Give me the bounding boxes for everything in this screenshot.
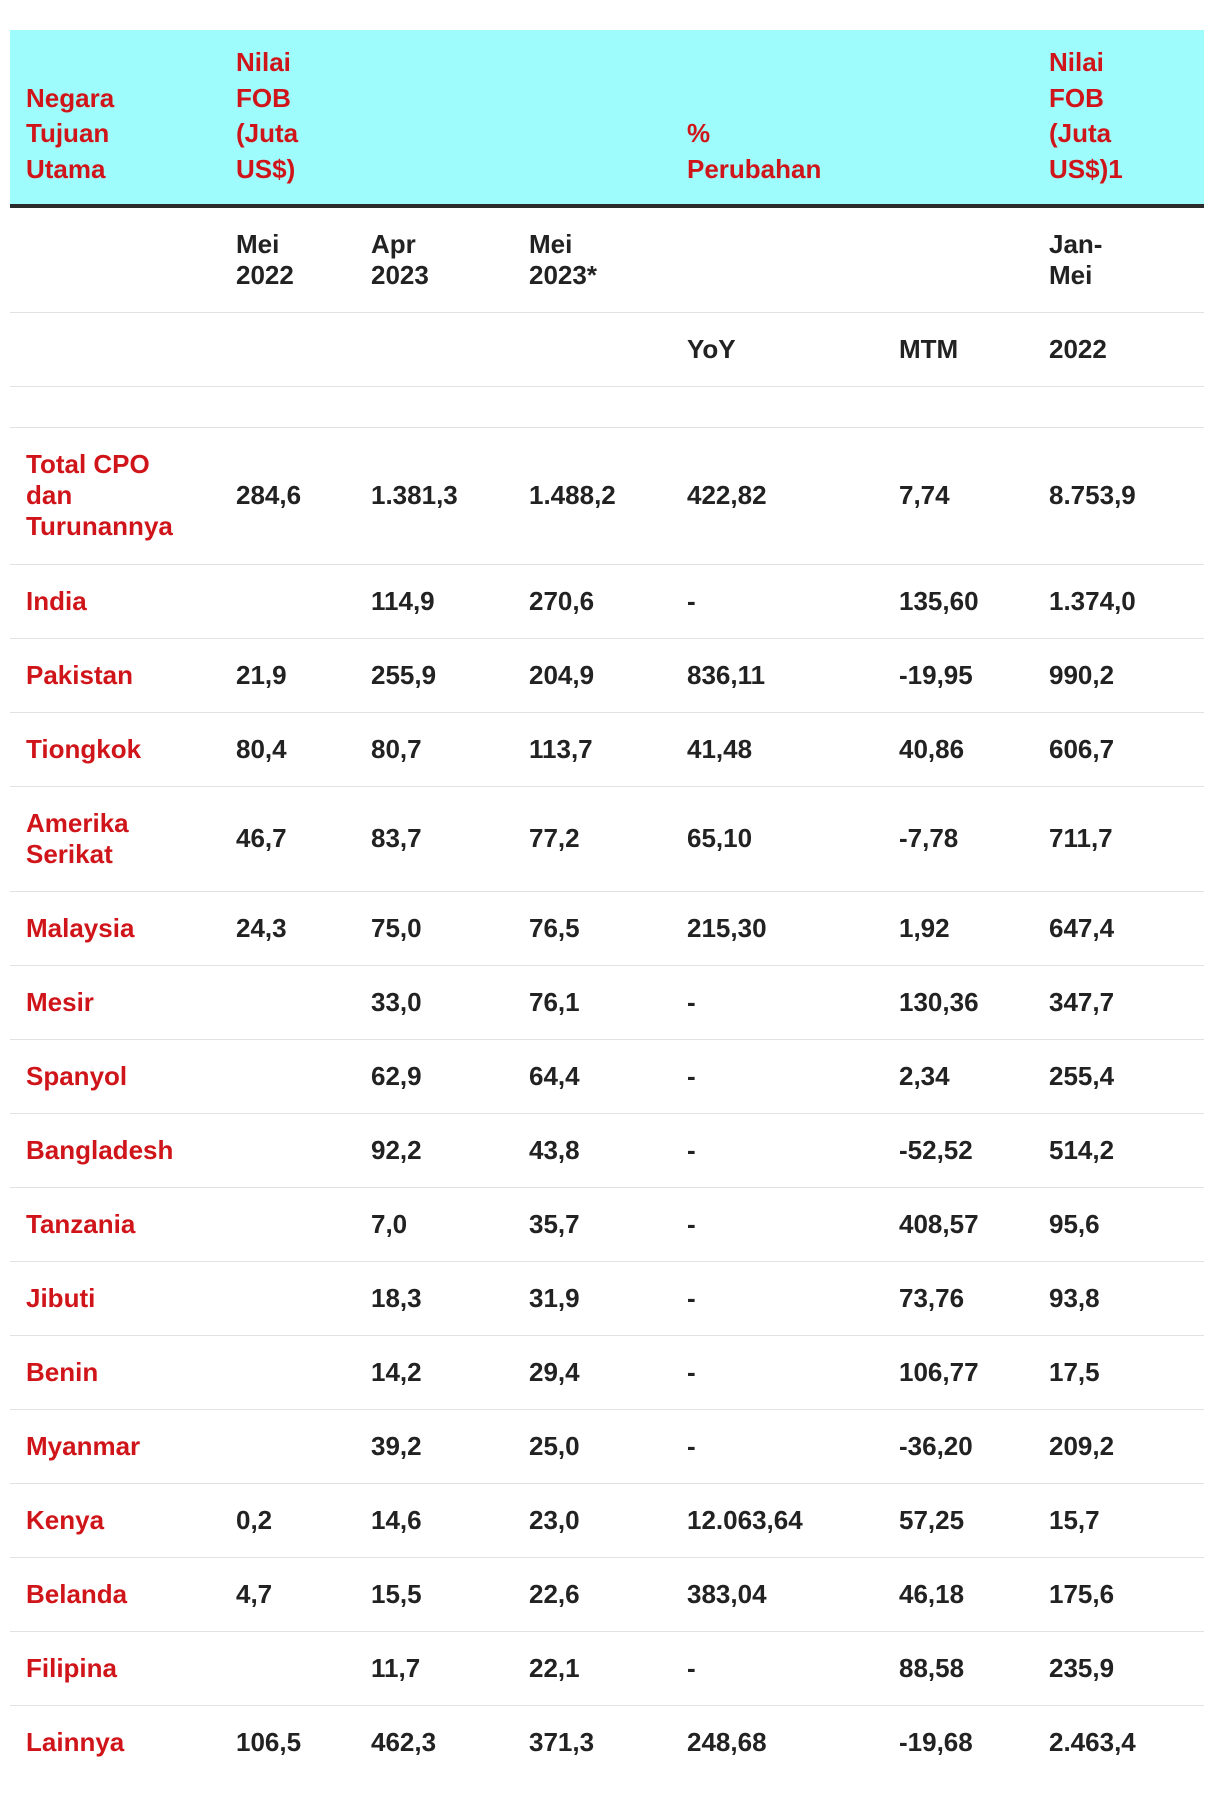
cell-yoy: -: [671, 1113, 883, 1187]
cell-mei2023: 25,0: [513, 1409, 671, 1483]
cell-mtm: 57,25: [883, 1483, 1033, 1557]
cell-mtm: 2,34: [883, 1039, 1033, 1113]
cell-mei2022: [220, 965, 355, 1039]
cell-country: [10, 638, 220, 712]
cell-mei2023: 35,7: [513, 1187, 671, 1261]
cell-country: [10, 1113, 220, 1187]
cell-mei2022: 0,2: [220, 1483, 355, 1557]
cell-apr2023: 39,2: [355, 1409, 513, 1483]
table-row: [10, 712, 1204, 786]
cell-yoy: 422,82: [671, 427, 883, 564]
cell-yoy: 383,04: [671, 1557, 883, 1631]
cell-yoy: 836,11: [671, 638, 883, 712]
cell-ytd2022: 647,4: [1033, 891, 1204, 965]
table-row: [10, 427, 1204, 564]
cell-mtm: 106,77: [883, 1335, 1033, 1409]
table-row: [10, 1631, 1204, 1705]
cell-country: [10, 1261, 220, 1335]
table-header-row: [10, 30, 1204, 206]
cell-mei2022: [220, 1335, 355, 1409]
cell-ytd2022: 235,9: [1033, 1631, 1204, 1705]
cell-country: [10, 1631, 220, 1705]
cell-ytd2022: 990,2: [1033, 638, 1204, 712]
cell-mtm: 73,76: [883, 1261, 1033, 1335]
cell-mtm: 40,86: [883, 712, 1033, 786]
header-fob-ytd-label: Nilai FOB (Juta US$)1: [1049, 47, 1123, 184]
table-row: [10, 1409, 1204, 1483]
cell-mei2022: [220, 1261, 355, 1335]
country-name: Jibuti: [26, 1282, 96, 1313]
cell-country: [10, 786, 220, 891]
header-change: [671, 30, 883, 206]
cell-yoy: -: [671, 1187, 883, 1261]
header-empty-3: [883, 30, 1033, 206]
subheader-year-2022: 2022: [1033, 312, 1204, 386]
country-name: Lainnya: [26, 1726, 125, 1757]
table-row: [10, 786, 1204, 891]
spacer-cell: [10, 386, 1204, 427]
cell-country: [10, 1705, 220, 1779]
cell-mei2023: 29,4: [513, 1335, 671, 1409]
subheader-metric-row: [10, 312, 1204, 386]
cell-mtm: 7,74: [883, 427, 1033, 564]
header-change-label: % Perubahan: [687, 118, 822, 184]
country-name: Spanyol: [26, 1060, 128, 1091]
cell-country: [10, 891, 220, 965]
cell-country: [10, 1187, 220, 1261]
subheader-mei-2022: Mei 2022: [236, 228, 294, 290]
cell-apr2023: 75,0: [355, 891, 513, 965]
cell-apr2023: 14,2: [355, 1335, 513, 1409]
cell-mtm: 46,18: [883, 1557, 1033, 1631]
cell-ytd2022: 514,2: [1033, 1113, 1204, 1187]
cell-ytd2022: 1.374,0: [1033, 564, 1204, 638]
table-row: [10, 638, 1204, 712]
cell-apr2023: 255,9: [355, 638, 513, 712]
cell-mei2023: 270,6: [513, 564, 671, 638]
table-row: [10, 1113, 1204, 1187]
cell-mei2023: 371,3: [529, 1726, 595, 1757]
cell-apr2023: 1.381,3: [355, 427, 513, 564]
cell-mei2023: 204,9: [513, 638, 671, 712]
cell-apr2023: 62,9: [355, 1039, 513, 1113]
cell-mtm: 408,57: [883, 1187, 1033, 1261]
cell-ytd2022: 93,8: [1033, 1261, 1204, 1335]
country-name: Myanmar: [26, 1430, 141, 1461]
country-name: Malaysia: [26, 912, 135, 943]
country-name: Total CPO dan Turunannya: [26, 449, 173, 541]
header-empty-1: [355, 30, 513, 206]
cell-ytd2022: 2.463,4: [1049, 1726, 1136, 1757]
spacer-row: [10, 386, 1204, 427]
cell-apr2023: 92,2: [355, 1113, 513, 1187]
cell-mei2023: 77,2: [513, 786, 671, 891]
table-row: [10, 1557, 1204, 1631]
cell-yoy: 215,30: [671, 891, 883, 965]
table-row: [10, 1705, 1204, 1779]
header-country-label: Negara Tujuan Utama: [26, 82, 115, 184]
subheader-mtm: MTM: [883, 312, 1033, 386]
table-row: [10, 965, 1204, 1039]
cell-yoy: 248,68: [687, 1726, 767, 1757]
cell-mei2022: 24,3: [220, 891, 355, 965]
cell-mtm: -36,20: [883, 1409, 1033, 1483]
cell-mei2023: 76,5: [513, 891, 671, 965]
cell-mtm: -7,78: [883, 786, 1033, 891]
cell-yoy: 65,10: [671, 786, 883, 891]
country-name: Bangladesh: [26, 1134, 174, 1165]
cell-yoy: -: [671, 1631, 883, 1705]
cell-mei2022: 4,7: [220, 1557, 355, 1631]
country-name: Amerika Serikat: [26, 807, 129, 869]
header-empty-2: [513, 30, 671, 206]
cell-mei2023: 1.488,2: [513, 427, 671, 564]
cell-apr2023: 11,7: [355, 1631, 513, 1705]
subheader-mei-2023: Mei 2023*: [529, 228, 597, 290]
cell-ytd2022: 17,5: [1033, 1335, 1204, 1409]
cell-country: [10, 965, 220, 1039]
subheader-jan-mei: Jan- Mei: [1049, 228, 1103, 290]
subheader-cell: [883, 206, 1033, 312]
country-name: Filipina: [26, 1652, 117, 1683]
cell-mei2022: 106,5: [236, 1726, 302, 1757]
cell-ytd2022: 711,7: [1033, 786, 1204, 891]
cell-mei2023: 22,1: [513, 1631, 671, 1705]
cell-mtm: 130,36: [883, 965, 1033, 1039]
subheader-cell: [513, 206, 671, 312]
header-fob: [220, 30, 355, 206]
cell-mei2022: [220, 1631, 355, 1705]
cell-ytd2022: 209,2: [1033, 1409, 1204, 1483]
country-name: Benin: [26, 1356, 99, 1387]
subheader-cell: [10, 206, 220, 312]
table-row: [10, 1483, 1204, 1557]
cell-apr2023: 80,7: [355, 712, 513, 786]
cell-apr2023: 18,3: [355, 1261, 513, 1335]
subheader-cell: [355, 206, 513, 312]
subheader-period-row: [10, 206, 1204, 312]
subheader-cell: [10, 312, 220, 386]
table-row: [10, 1335, 1204, 1409]
export-destination-table: [10, 30, 1204, 1779]
cell-mei2022: 46,7: [220, 786, 355, 891]
cell-mtm: -19,95: [883, 638, 1033, 712]
subheader-cell: [513, 312, 671, 386]
cell-mei2022: [220, 1409, 355, 1483]
export-table-container: [10, 30, 1204, 1779]
cell-country: [10, 1039, 220, 1113]
cell-apr2023: 33,0: [355, 965, 513, 1039]
subheader-apr-2023: Apr 2023: [371, 228, 429, 290]
cell-yoy: -: [671, 1409, 883, 1483]
cell-ytd2022: 175,6: [1033, 1557, 1204, 1631]
cell-apr2023: 15,5: [355, 1557, 513, 1631]
cell-apr2023: 114,9: [355, 564, 513, 638]
cell-mei2023: 22,6: [513, 1557, 671, 1631]
country-name: Belanda: [26, 1578, 128, 1609]
cell-country: [10, 1409, 220, 1483]
cell-yoy: 12.063,64: [671, 1483, 883, 1557]
country-name: Tanzania: [26, 1208, 136, 1239]
cell-mtm: -52,52: [883, 1113, 1033, 1187]
cell-country: [10, 427, 220, 564]
cell-mei2022: 80,4: [220, 712, 355, 786]
cell-ytd2022: 15,7: [1033, 1483, 1204, 1557]
cell-yoy: -: [671, 564, 883, 638]
cell-mei2022: [220, 1113, 355, 1187]
subheader-cell: [1033, 206, 1204, 312]
cell-mei2023: 76,1: [513, 965, 671, 1039]
cell-ytd2022: 95,6: [1033, 1187, 1204, 1261]
subheader-cell: [671, 206, 883, 312]
cell-ytd2022: 606,7: [1033, 712, 1204, 786]
cell-mtm: -19,68: [899, 1726, 973, 1757]
cell-country: [10, 564, 220, 638]
cell-mei2022: 284,6: [220, 427, 355, 564]
cell-mei2023: 31,9: [513, 1261, 671, 1335]
cell-mei2022: [220, 564, 355, 638]
subheader-cell: [220, 312, 355, 386]
cell-country: [10, 1483, 220, 1557]
cell-ytd2022: 8.753,9: [1033, 427, 1204, 564]
cell-mei2022: [220, 1039, 355, 1113]
cell-mei2023: 113,7: [513, 712, 671, 786]
cell-country: [10, 1557, 220, 1631]
cell-apr2023: 83,7: [355, 786, 513, 891]
country-name: Pakistan: [26, 659, 133, 690]
cell-ytd2022: 347,7: [1033, 965, 1204, 1039]
subheader-cell: [355, 312, 513, 386]
cell-apr2023: 7,0: [355, 1187, 513, 1261]
header-fob-label: Nilai FOB (Juta US$): [236, 47, 299, 184]
country-name: Mesir: [26, 986, 94, 1017]
cell-yoy: -: [671, 1261, 883, 1335]
country-name: Tiongkok: [26, 733, 142, 764]
cell-apr2023: 14,6: [355, 1483, 513, 1557]
cell-mtm: 88,58: [883, 1631, 1033, 1705]
header-fob-ytd: [1033, 30, 1204, 206]
subheader-yoy: YoY: [671, 312, 883, 386]
country-name: India: [26, 585, 87, 616]
cell-yoy: -: [671, 1039, 883, 1113]
table-row: [10, 1039, 1204, 1113]
cell-mei2023: 64,4: [513, 1039, 671, 1113]
country-name: Kenya: [26, 1504, 105, 1535]
cell-mtm: 135,60: [883, 564, 1033, 638]
cell-country: [10, 1335, 220, 1409]
cell-mei2022: 21,9: [220, 638, 355, 712]
cell-apr2023: 462,3: [371, 1726, 437, 1757]
table-row: [10, 1187, 1204, 1261]
cell-country: [10, 712, 220, 786]
table-row: [10, 1261, 1204, 1335]
cell-yoy: 41,48: [671, 712, 883, 786]
cell-yoy: -: [671, 965, 883, 1039]
cell-mei2023: 43,8: [513, 1113, 671, 1187]
cell-ytd2022: 255,4: [1033, 1039, 1204, 1113]
header-country: [10, 30, 220, 206]
table-row: [10, 564, 1204, 638]
table-row: [10, 891, 1204, 965]
cell-mei2022: [220, 1187, 355, 1261]
cell-mtm: 1,92: [883, 891, 1033, 965]
cell-yoy: -: [671, 1335, 883, 1409]
subheader-cell: [220, 206, 355, 312]
cell-mei2023: 23,0: [513, 1483, 671, 1557]
